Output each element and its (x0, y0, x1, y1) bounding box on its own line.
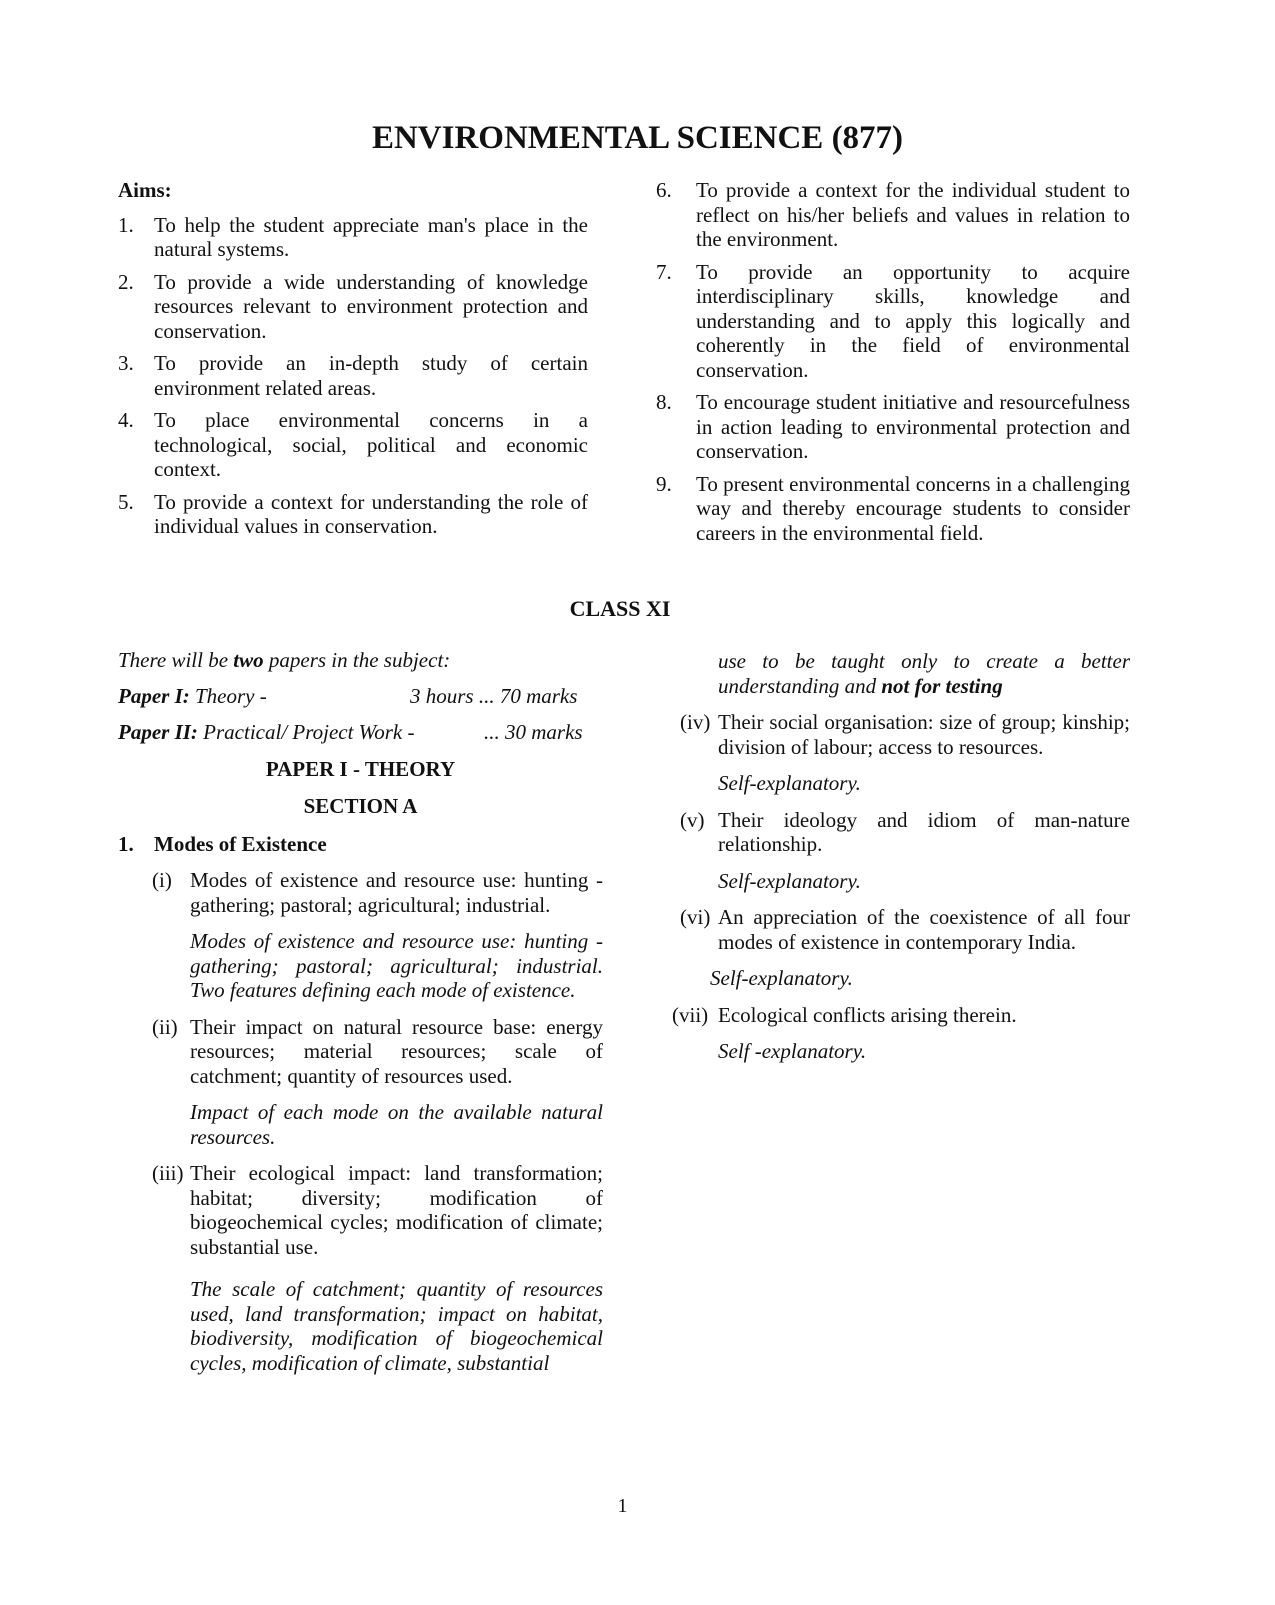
subtopic-item (680, 710, 1130, 759)
topic-number: 1. (118, 831, 134, 856)
aim-number: 4. (118, 408, 134, 432)
subtopic-item (152, 1015, 603, 1089)
subtopic-item (152, 868, 603, 917)
aim-item (118, 270, 588, 344)
subtopic-number: (vi) (680, 905, 711, 929)
syllabus-left-column (118, 648, 603, 1387)
aim-item (656, 390, 1130, 464)
paper-1-name: Theory - (189, 683, 267, 708)
paper-heading: PAPER I - THEORY (265, 756, 456, 781)
subtopic-explanation: Self-explanatory. (718, 771, 861, 795)
subtopic-text: Their social organisation: size of group; kinship; division of labour; access to resources. (718, 710, 1130, 759)
aim-number: 6. (656, 178, 672, 202)
subtopic-item (152, 1161, 603, 1259)
aim-item (118, 351, 588, 400)
paper-2-name: Practical/ Project Work - (197, 720, 415, 744)
aims-heading: Aims: (118, 178, 172, 202)
papers-intro-text: There will be (118, 648, 234, 672)
aim-item (656, 472, 1130, 546)
topic-heading (118, 832, 603, 857)
aim-number: 1. (118, 212, 134, 237)
paper-2-marks: ... 30 marks (484, 720, 583, 744)
aim-text: To place environmental concerns in a technological, social, political and economic context. (154, 408, 588, 481)
subtopic-text: Their ecological impact: land transformation; habitat; diversity; modification of biogeochemical cycles; modification of climate; substantial use. (190, 1161, 603, 1259)
aim-item (118, 408, 588, 482)
page-number: 1 (617, 1495, 628, 1517)
paper-1-line (118, 684, 603, 709)
aim-number: 5. (118, 489, 134, 514)
not-for-testing-note: not for testing (881, 673, 1003, 698)
aim-text: To help the student appreciate man's place in the natural systems. (154, 212, 588, 261)
papers-intro-text-end: papers in the subject: (263, 648, 451, 672)
section-heading: SECTION A (303, 794, 418, 818)
class-heading: CLASS XI (569, 596, 671, 621)
subtopic-text: Their impact on natural resource base: energy resources; material resources; scale of catchment; quantity of resources used. (190, 1014, 603, 1088)
aim-text: To provide an in-depth study of certain environment related areas. (154, 351, 588, 400)
paper-2-label: Paper II: (118, 720, 198, 744)
subtopic-text: Ecological conflicts arising therein. (718, 1002, 1017, 1027)
aim-item (118, 213, 588, 262)
topic-title: Modes of Existence (154, 831, 327, 856)
subtopic-explanation: Self-explanatory. (718, 868, 861, 893)
subtopic-item (672, 1003, 1130, 1028)
papers-count: two (233, 648, 264, 672)
aim-number: 9. (656, 471, 672, 496)
aim-item (118, 490, 588, 539)
aim-item (656, 178, 1130, 252)
aim-number: 2. (118, 269, 134, 294)
aim-text: To provide a wide understanding of knowledge resources relevant to environment protection and conservation. (154, 269, 588, 343)
subtopic-explanation: Impact of each mode on the available natural resources. (190, 1100, 603, 1149)
subtopic-number: (vii) (672, 1002, 709, 1027)
aims-right-column (656, 178, 1130, 553)
paper-2-line (118, 720, 603, 745)
aims-left-column (118, 178, 588, 547)
subtopic-explanation: Self-explanatory. (710, 966, 853, 990)
aim-text: To provide a context for the individual student to reflect on his/her beliefs and values in relation to the environment. (696, 178, 1130, 251)
subtopic-text: Modes of existence and resource use: hunting - gathering; pastoral; agricultural; industrial. (190, 868, 603, 917)
subtopic-explanation: The scale of catchment; quantity of resources used, land transformation; impact on habitat, biodiversity, modification of biogeochemical cycles, modification of climate, substantial (190, 1277, 603, 1375)
subtopic-text: An appreciation of the coexistence of all four modes of existence in contemporary India. (718, 905, 1130, 954)
aim-text: To provide an opportunity to acquire interdisciplinary skills, knowledge and understanding and to apply this logically and coherently in the field of environmental conservation. (696, 259, 1130, 382)
subtopic-number: (iii) (152, 1161, 184, 1185)
document-title: ENVIRONMENTAL SCIENCE (877) (371, 120, 904, 156)
subtopic-text: Their ideology and idiom of man-nature relationship. (718, 807, 1130, 856)
aim-number: 8. (656, 390, 672, 414)
aim-number: 7. (656, 259, 672, 284)
continued-explanation-text: use to be taught only to create a better understanding and (718, 649, 1130, 698)
subtopic-item (680, 905, 1130, 954)
syllabus-right-column (672, 649, 1130, 1076)
papers-intro (118, 648, 603, 673)
subtopic-number: (iv) (680, 710, 711, 734)
subtopic-number: (i) (152, 868, 172, 892)
aim-text: To provide a context for understanding the role of individual values in conservation. (154, 489, 588, 538)
aim-text: To present environmental concerns in a challenging way and thereby encourage students to consider careers in the environmental field. (696, 471, 1130, 545)
aim-text: To encourage student initiative and resourcefulness in action leading to environmental protection and conservation. (696, 390, 1130, 463)
subtopic-number: (ii) (152, 1014, 178, 1039)
subtopic-number: (v) (680, 807, 705, 832)
aim-number: 3. (118, 351, 134, 375)
subtopic-explanation: Modes of existence and resource use: hunting - gathering; pastoral; agricultural; industrial. Two features defining each mode of existence. (190, 929, 603, 1002)
subtopic-item (680, 808, 1130, 857)
subtopic-explanation: Self -explanatory. (718, 1039, 867, 1063)
continued-explanation (718, 649, 1130, 698)
paper-1-marks: 3 hours ... 70 marks (410, 683, 578, 708)
aim-item (656, 260, 1130, 383)
paper-1-label: Paper I: (118, 683, 190, 708)
